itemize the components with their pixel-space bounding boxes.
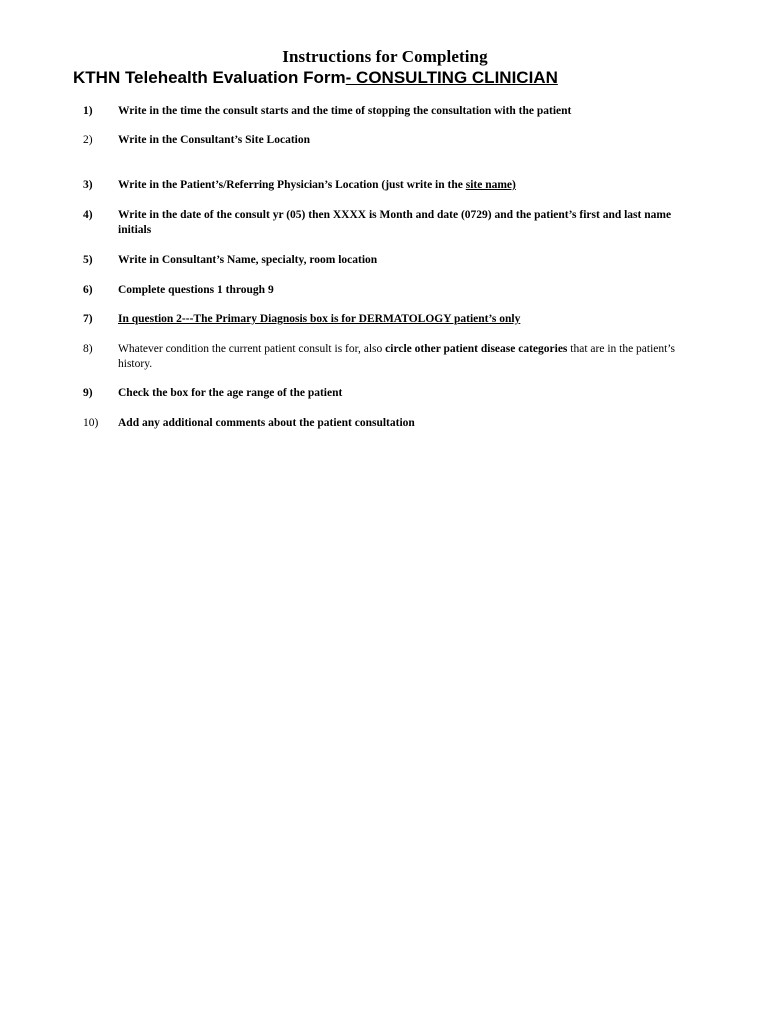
item-number: 5)	[83, 254, 93, 266]
item-text-part: Write in the Patient’s/Referring Physician’s Location (just write in the	[118, 179, 466, 191]
item-text: Write in the date of the consult yr (05) then XXXX is Month and date (0729) and the patient’s first and last name initials	[118, 209, 672, 236]
list-item	[83, 312, 703, 327]
form-title-name: KTHN Telehealth Evaluation Form	[73, 68, 346, 87]
list-item	[83, 208, 703, 238]
item-number: 2)	[83, 134, 93, 146]
item-text	[118, 178, 703, 193]
item-number: 7)	[83, 313, 93, 325]
item-text: Write in the time the consult starts and the time of stopping the consultation with the patient	[118, 105, 572, 117]
item-number: 4)	[83, 209, 93, 221]
item-number: 9)	[83, 387, 93, 399]
item-text-part: that are in the patient’s history.	[118, 343, 676, 370]
item-text-part: Whatever condition the current patient consult is for, also	[118, 343, 386, 355]
list-item	[83, 133, 703, 148]
item-text: Check the box for the age range of the patient	[118, 387, 343, 399]
list-item	[83, 386, 703, 401]
item-text	[118, 342, 703, 372]
item-number: 6)	[83, 284, 93, 296]
list-item	[83, 253, 703, 268]
item-text: Add any additional comments about the patient consultation	[118, 417, 415, 429]
item-text: In question 2---The Primary Diagnosis box is for DERMATOLOGY patient’s only	[118, 313, 521, 325]
item-text: Write in the Consultant’s Site Location	[118, 134, 310, 146]
item-number: 8)	[83, 343, 93, 355]
item-text: Complete questions 1 through 9	[118, 284, 274, 296]
site-name-underlined: site name)	[465, 179, 516, 191]
list-item	[83, 104, 703, 119]
form-title-role: - CONSULTING CLINICIAN	[345, 68, 558, 87]
form-title	[73, 67, 558, 89]
item-text-bold: circle other patient disease categories	[385, 343, 568, 355]
item-number: 1)	[83, 105, 93, 117]
list-item	[83, 283, 703, 298]
list-item	[83, 178, 703, 193]
list-item	[83, 342, 703, 372]
item-text: Write in Consultant’s Name, specialty, room location	[118, 254, 378, 266]
page-title: Instructions for Completing	[282, 47, 488, 66]
item-number: 3)	[83, 179, 93, 191]
item-number: 10)	[83, 417, 99, 429]
list-item	[83, 416, 703, 431]
